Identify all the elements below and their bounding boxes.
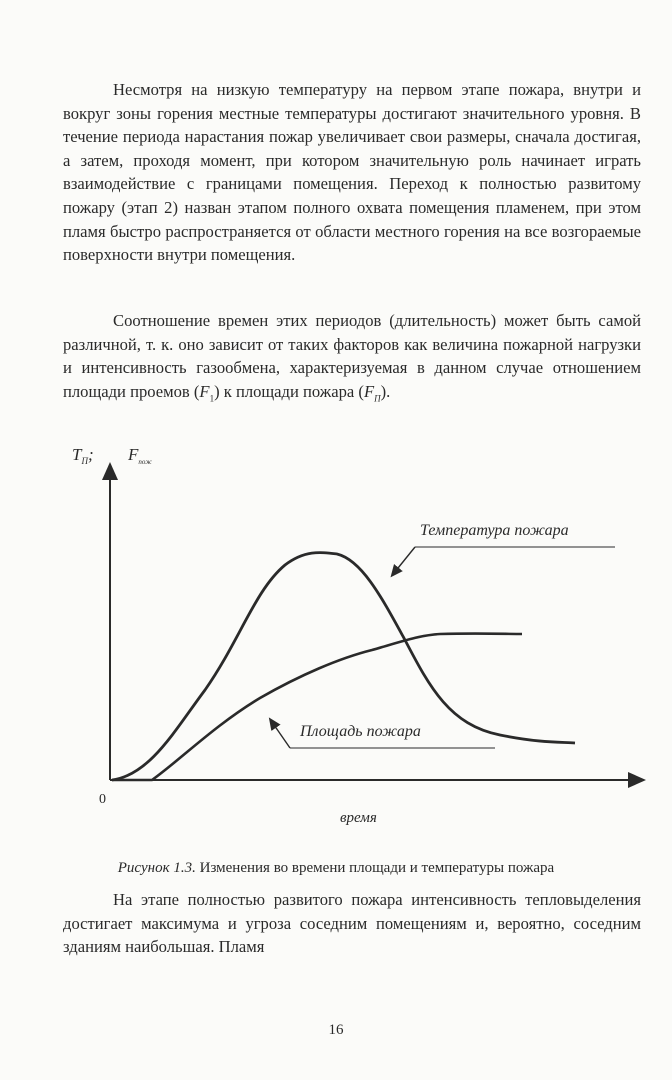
- caption-text: Изменения во времени площади и температуры пожара: [195, 860, 555, 876]
- ylabel-t: T: [72, 445, 82, 464]
- paragraph-2-end: ).: [380, 381, 391, 401]
- ylabel-t-sub: П: [81, 456, 88, 466]
- ylabel-f-sub: пож: [138, 458, 152, 466]
- temperature-label: Температура пожара: [420, 522, 569, 539]
- formula-f2-sub: П: [374, 393, 381, 404]
- area-curve: [112, 634, 522, 780]
- temperature-curve: [112, 553, 575, 780]
- figure-graph: [0, 430, 672, 850]
- area-arrow: [272, 722, 290, 748]
- formula-f1-sub: 1: [209, 393, 215, 404]
- graph-svg: [0, 430, 672, 850]
- paragraph-1: Несмотря на низкую температуру на первом этапе пожара, внутри и вокруг зоны горения местные температуры достигают значительного уровня. В течение периода нарастания пожар увеличивает свои размеры, сначала достигая, а затем, проходя момент, при котором значительную роль начинает играть взаимодействие с границами помещения. Переход к полностью развитому пожару (этап 2) назван этапом полного охвата помещения пламенем, при этом пламя быстро распространяется от области местного горения на все возгораемые поверхности внутри помещения.: [63, 80, 641, 265]
- origin-label: 0: [99, 792, 106, 807]
- figure-caption: [0, 860, 672, 877]
- ylabel-f: F: [128, 445, 139, 464]
- area-label: Площадь пожара: [300, 723, 421, 740]
- formula-f1: F: [199, 381, 210, 401]
- x-axis-label: время: [340, 810, 377, 826]
- formula-f2: F: [363, 381, 375, 401]
- paragraph-2-text: Соотношение времен этих периодов (длительность) может быть самой различной, т. к. оно зависит от таких факторов как величина пожарной нагрузки и интенсивность газообмена, характеризуемая в данном случае отношением площади проемов (: [63, 311, 641, 401]
- paragraph-2-mid: ) к площади пожара (: [214, 381, 364, 401]
- caption-label: Рисунок 1.3.: [117, 860, 196, 876]
- svg-text:Fпож: [127, 445, 152, 466]
- temperature-arrow: [394, 547, 415, 573]
- page-number: 16: [328, 1022, 344, 1038]
- svg-text:TП;: [72, 445, 94, 466]
- paragraph-2: [63, 309, 641, 411]
- paragraph-3: На этапе полностью развитого пожара интенсивность тепловыделения достигает максимума и угроза соседним помещениям и, вероятно, соседним зданиям наибольшая. Пламя: [63, 890, 641, 957]
- ylabel-sep: ;: [87, 445, 94, 464]
